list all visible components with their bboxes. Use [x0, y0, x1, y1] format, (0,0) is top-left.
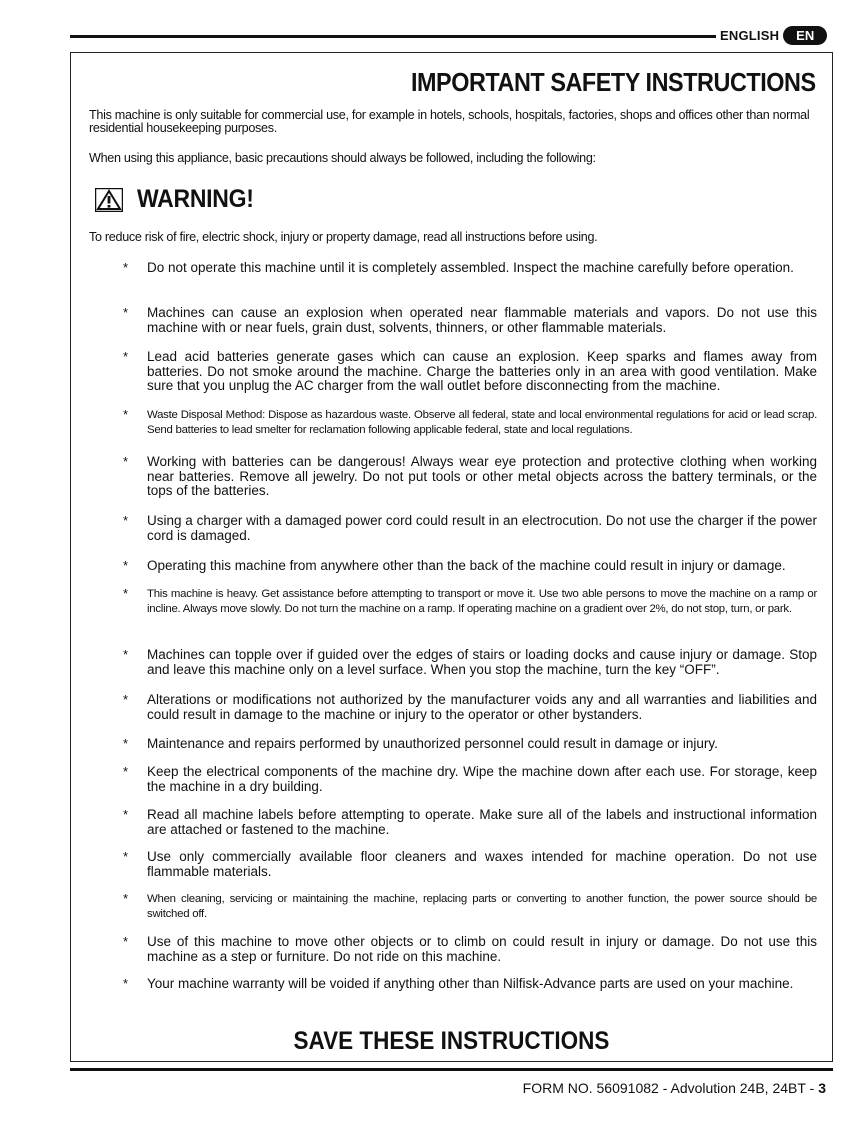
language-indicator: [720, 25, 827, 45]
list-item-text: Waste Disposal Method: Dispose as hazardous waste. Observe all federal, state and local environmental regulations for acid or lead scrap. Send batteries to lead smelter for reclamation following applicable federal, state and local regulations.: [147, 409, 817, 436]
list-item: [123, 850, 817, 879]
bullet: *: [123, 454, 129, 469]
bullet: *: [123, 260, 129, 275]
intro-paragraph-1: This machine is only suitable for commercial use, for example in hotels, schools, hospitals, factories, shops and offices other than normal residential housekeeping purposes.: [89, 108, 810, 135]
list-item: [123, 455, 817, 499]
list-item-text: Use only commercially available floor cleaners and waxes intended for machine operation. Do not use flammable materials.: [147, 849, 817, 879]
bullet: *: [123, 891, 129, 906]
bullet: *: [123, 349, 129, 364]
list-item-text: Operating this machine from anywhere other than the back of the machine could result in injury or damage.: [147, 558, 786, 573]
list-item-text: Your machine warranty will be voided if anything other than Nilfisk-Advance parts are used on your machine.: [147, 976, 794, 991]
list-item: [123, 737, 817, 752]
list-item: [123, 306, 817, 335]
bullet: *: [123, 849, 129, 864]
bullet: *: [123, 586, 129, 601]
bullet: *: [123, 692, 129, 707]
list-item-text: Read all machine labels before attempting to operate. Make sure all of the labels and instructional information are attached or fastened to the machine.: [147, 807, 817, 837]
page-number: 3: [818, 1080, 826, 1096]
list-item-text: Machines can topple over if guided over the edges of stairs or loading docks and cause injury or damage. Stop and leave this machine only on a level surface. When you stop the machine, turn the key “OFF”.: [147, 647, 817, 677]
language-badge: EN: [783, 26, 827, 45]
bullet: *: [123, 513, 129, 528]
list-item: [123, 261, 817, 276]
bullet: *: [123, 647, 129, 662]
list-item: [123, 559, 817, 574]
list-item-text: When cleaning, servicing or maintaining the machine, replacing parts or converting to another function, the power source should be switched off.: [147, 893, 817, 920]
bullet: *: [123, 736, 129, 751]
bullet: *: [123, 976, 129, 991]
list-item: [123, 408, 817, 438]
bullet: *: [123, 407, 129, 422]
list-item-text: Using a charger with a damaged power cord could result in an electrocution. Do not use the charger if the power cord is damaged.: [147, 513, 817, 543]
footer: [523, 1080, 826, 1096]
intro-paragraph-2: When using this appliance, basic precautions should always be followed, including the following:: [89, 151, 596, 165]
list-item: [123, 808, 817, 837]
list-item: [123, 350, 817, 394]
warning-heading: [95, 185, 264, 214]
list-item-text: Keep the electrical components of the machine dry. Wipe the machine down after each use. For storage, keep the machine in a dry building.: [147, 764, 817, 794]
list-item-text: Machines can cause an explosion when operated near flammable materials and vapors. Do not use this machine with or near fuels, grain dust, solvents, thinners, or other flammable materials.: [147, 305, 817, 335]
footer-form-number: FORM NO. 56091082 - Advolution 24B, 24BT -: [522, 1080, 815, 1096]
list-item-text: Use of this machine to move other objects or to climb on could result in injury or damage. Do not use this machine as a step or furniture. Do not ride on this machine.: [147, 934, 817, 964]
content-frame: [70, 52, 833, 1062]
list-item-text: This machine is heavy. Get assistance before attempting to transport or move it. Use two able persons to move the machine on a ramp or incline. Always move slowly. Do not turn the machine on a ramp. If operating machine on a gradient over 2%, do not stop, turn, or park.: [147, 588, 817, 615]
warning-subtitle: To reduce risk of fire, electric shock, injury or property damage, read all instructions before using.: [89, 230, 598, 244]
bullet: *: [123, 764, 129, 779]
list-item-text: Do not operate this machine until it is completely assembled. Inspect the machine carefully before operation.: [147, 260, 794, 275]
language-label: ENGLISH: [720, 27, 780, 43]
list-item-text: Lead acid batteries generate gases which can cause an explosion. Keep sparks and flames away from batteries. Do not smoke around the machine. Charge the batteries only in an area with good ventilation. Make sure that you unplug the AC charger from the wall outlet before disconnecting from the machine.: [147, 349, 817, 393]
bullet: *: [123, 305, 129, 320]
list-item: [123, 935, 817, 964]
closing-heading-text: SAVE THESE INSTRUCTIONS: [293, 1027, 610, 1055]
list-item: [123, 587, 817, 617]
warning-triangle-icon: [95, 188, 123, 212]
list-item-text: Maintenance and repairs performed by unauthorized personnel could result in damage or injury.: [147, 736, 718, 751]
bullet: *: [123, 558, 129, 573]
list-item: [123, 892, 817, 922]
bullet: *: [123, 807, 129, 822]
list-item: [123, 977, 817, 992]
list-item: [123, 765, 817, 794]
list-item-text: Alterations or modifications not authorized by the manufacturer voids any and all warranties and liabilities and could result in damage to the machine or injury to the operator or other bystanders.: [147, 692, 817, 722]
warning-title: WARNING!: [137, 185, 254, 213]
list-item: [123, 514, 817, 543]
top-rule: [70, 35, 716, 38]
bullet: *: [123, 934, 129, 949]
list-item: [123, 648, 817, 677]
bottom-rule: [70, 1068, 833, 1071]
page-title: IMPORTANT SAFETY INSTRUCTIONS: [411, 67, 816, 97]
closing-heading: [71, 1027, 832, 1056]
list-item-text: Working with batteries can be dangerous! Always wear eye protection and protective clothing when working near batteries. Remove all jewelry. Do not put tools or other metal objects across the battery terminals, or the tops of the batteries.: [147, 454, 817, 498]
list-item: [123, 693, 817, 722]
